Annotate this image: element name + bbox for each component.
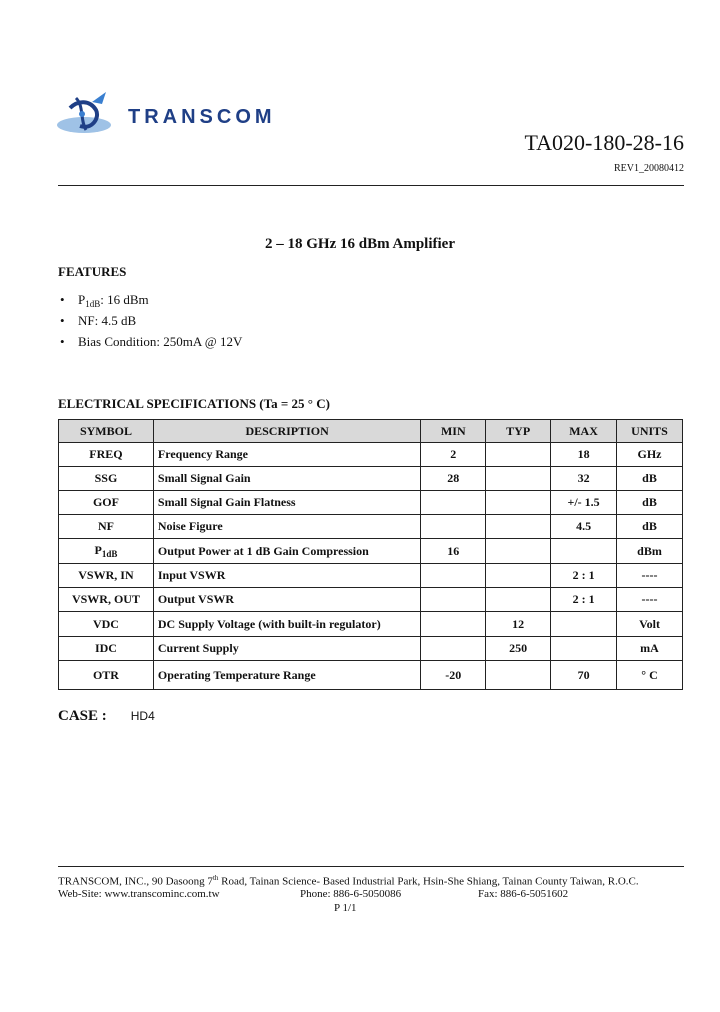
table-row <box>59 588 683 612</box>
table-row <box>59 515 683 539</box>
cell-description: Input VSWR <box>153 564 420 588</box>
table-row <box>59 661 683 690</box>
cell-units: ---- <box>617 564 683 588</box>
table-row <box>59 564 683 588</box>
footer-phone: Phone: 886-6-5050086 <box>300 888 402 900</box>
cell-max: +/- 1.5 <box>551 491 617 515</box>
cell-symbol: $P_{1dB}$ <box>59 539 154 564</box>
cell-symbol: VSWR, IN <box>59 564 154 588</box>
cell-min <box>421 588 486 612</box>
cell-max: 32 <box>551 467 617 491</box>
cell-description: Current Supply <box>153 637 420 661</box>
cell-max: 18 <box>551 443 617 467</box>
col-header-units: UNITS <box>617 420 683 443</box>
table-row <box>59 637 683 661</box>
cell-units: dB <box>617 491 683 515</box>
cell-description: Operating Temperature Range <box>153 661 420 690</box>
cell-max <box>551 539 617 564</box>
part-number: TA020-180-28-16 <box>524 130 684 155</box>
cell-typ <box>486 564 551 588</box>
cell-units: GHz <box>617 443 683 467</box>
document-title: 2 – 18 GHz 16 dBm Amplifier <box>265 236 455 252</box>
col-header-description: DESCRIPTION <box>153 420 420 443</box>
cell-typ <box>486 515 551 539</box>
footer-website: Web-Site: www.transcominc.com.tw <box>58 888 220 900</box>
cell-symbol: FREQ <box>59 443 154 467</box>
cell-typ: 250 <box>486 637 551 661</box>
cell-min <box>421 637 486 661</box>
cell-typ <box>486 491 551 515</box>
cell-units: ---- <box>617 588 683 612</box>
features-heading: FEATURES <box>58 264 127 279</box>
cell-typ <box>486 588 551 612</box>
case-value: HD4 <box>130 709 155 723</box>
cell-min: 28 <box>421 467 486 491</box>
cell-symbol: OTR <box>59 661 154 690</box>
cell-typ: 12 <box>486 612 551 637</box>
cell-symbol: GOF <box>59 491 154 515</box>
cell-typ <box>486 661 551 690</box>
cell-description: Small Signal Gain <box>153 467 420 491</box>
cell-symbol: NF <box>59 515 154 539</box>
cell-max <box>551 612 617 637</box>
footer-address: TRANSCOM, INC., 90 Dasoong 7th Road, Tainan Science- Based Industrial Park, Hsin-She Shiang, Tainan County Taiwan, R.O.C. <box>58 874 639 888</box>
cell-max: 4.5 <box>551 515 617 539</box>
col-header-typ: TYP <box>486 420 551 443</box>
col-header-min: MIN <box>421 420 486 443</box>
feature-item: • $P_{1dB}$: 16 dBm <box>60 292 149 309</box>
cell-units: dB <box>617 515 683 539</box>
cell-min <box>421 515 486 539</box>
cell-max <box>551 637 617 661</box>
cell-units: Volt <box>617 612 683 637</box>
header-divider <box>58 185 684 186</box>
cell-description: Output VSWR <box>153 588 420 612</box>
cell-description: Small Signal Gain Flatness <box>153 491 420 515</box>
table-row <box>59 612 683 637</box>
feature-item: • NF: 4.5 dB <box>60 313 137 328</box>
cell-units: mA <box>617 637 683 661</box>
page-number: P 1/1 <box>334 902 357 914</box>
cell-description: DC Supply Voltage (with built-in regulator) <box>153 612 420 637</box>
cell-typ <box>486 467 551 491</box>
col-header-symbol: SYMBOL <box>59 420 154 443</box>
cell-symbol: IDC <box>59 637 154 661</box>
case-label: CASE : <box>58 708 107 724</box>
table-row <box>59 443 683 467</box>
brand-name: TRANSCOM <box>128 106 276 128</box>
cell-min <box>421 612 486 637</box>
col-header-max: MAX <box>551 420 617 443</box>
cell-max: 2 : 1 <box>551 588 617 612</box>
cell-min <box>421 564 486 588</box>
cell-min <box>421 491 486 515</box>
footer-divider <box>58 866 684 867</box>
cell-min: -20 <box>421 661 486 690</box>
cell-units: ° C <box>617 661 683 690</box>
cell-min: 2 <box>421 443 486 467</box>
table-row <box>59 491 683 515</box>
cell-max: 70 <box>551 661 617 690</box>
cell-symbol: SSG <box>59 467 154 491</box>
cell-description: Noise Figure <box>153 515 420 539</box>
footer-fax: Fax: 886-6-5051602 <box>478 888 569 900</box>
table-row <box>59 467 683 491</box>
cell-units: dBm <box>617 539 683 564</box>
table-header-row <box>59 420 683 443</box>
cell-typ <box>486 539 551 564</box>
feature-item: • Bias Condition: 250mA @ 12V <box>60 334 243 349</box>
cell-max: 2 : 1 <box>551 564 617 588</box>
cell-description: Frequency Range <box>153 443 420 467</box>
specs-heading: ELECTRICAL SPECIFICATIONS (Ta = 25 ° C) <box>58 396 330 411</box>
revision-label: REV1_20080412 <box>614 163 684 174</box>
case-line <box>58 708 155 725</box>
table-row <box>59 539 683 564</box>
cell-min: 16 <box>421 539 486 564</box>
specs-table <box>58 419 683 690</box>
cell-symbol: VDC <box>59 612 154 637</box>
cell-typ <box>486 443 551 467</box>
cell-symbol: VSWR, OUT <box>59 588 154 612</box>
cell-units: dB <box>617 467 683 491</box>
cell-description: Output Power at 1 dB Gain Compression <box>153 539 420 564</box>
